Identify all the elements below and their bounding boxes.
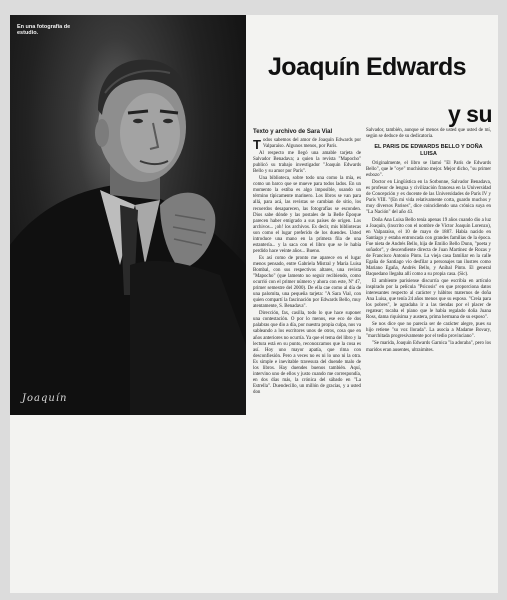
article-paragraph: Dirección, fax, casilla, todo lo que hace suponer una contestación. O por lo menos, ese eco de dos palabras que dio a día, por nuestra propia culpa, nos va sableando a los escritores unos de otros, cosa que en años anteriores no ocurría. Ya que el tema del libro y la lectura está en su punto, reconozcamos que la cosa es así. Hoy uno mayor apatía, que rima con desconfiesión. Pero a veces no es ni lo uno ni la otra. Es simple e inevitable travesura del duende malo de los libros. Hay duendes buenos también. Aquí, intervino uno de ellos y justo cuando me correspondía, en dos días más, la crónica del sábado en "La Estrella". Duendecillo, un millón de gracias, y a usted don [253,311,361,395]
article-paragraph: Doña Ana Luisa Bello tenía apenas 19 años cuando dio a luz a Joaquín, (inscrito con el nombre de Víctor Joaquín Lorenzo), en Valparaíso, el 10 de mayo de 1887. Había nacido en Santiago y estaba entroncada con grandes familias de la época. Fue nieta de Andrés Bello, hija de Emilio Bello Dunn, "poeta y soñador", y descendiente directa de Juan Martínez de Rozas y de Francisco Antonio Pinto. La vieja casa familiar en la calle Egaña de Santiago vio desfilar a personajes tan ilustres como Mariano Egaña, Andrés Bello, y Aníbal Pinto. El general Baquedano llegaba allí como a su propia casa. (Sic). [366,217,491,277]
portrait-photo [10,15,246,415]
article-paragraph: "Se marida, Joaquín Edwards Garnica "la adoraba", pero los maridos eran ausentes, ultraimites. [366,341,491,353]
article-paragraph: Al respecto me llegó una amable tarjeta de Salvador Benadava; a quien la revista "Mapocho" publicó su trabajo investigador "Joaquín Edwards Bello y su amor por París". [253,151,361,175]
article-paragraph: Una biblioteca, sobre todo una como la mía, es como un barco que se mueve para todos lados. En un momento la estiba es algo imposible, usando un término típicamente marinero. Los libros se van para allá, para acá, las revistas se cambian de sitio, los recuerdos desaparecen, las fotografías se esconden. Dios sabe dónde y las postales de la Belle Époque parecen haber emigrado a sus países de origen. Los archivos... ¡oh! los archivos. Es decir, mis bibliotecas son como el lugar preferido de los duendes. Usted introduce una mano en la primera fila de una estantería... y la saca con el libro que se le había perdido hace veinte años... Bueno. [253,176,361,254]
article-paragraph: Salvador, también, aunque sé menos de usted que usted de mí, según se deduce de su dedicatoria. [366,128,491,140]
article-paragraph: Doctor en Lingüística en la Sorbonne, Salvador Benadava, es profesor de lengua y civilización francesa en la Universidad de Concepción y ex docente de las Universidades de París IV y París VIII. "(En mi vida relativamente corta, guardo muchos y muy diversos Parises", dice coincidiendo una crónica suya en "La Nación" del año 43. [366,180,491,216]
article-paragraph: Se nos dice que no parecía ser de carácter alegre, pues su hijo retiene "su voz llorada". La asocia a Madame Bovary, "marchitada progresivamente por el tedio provinciano". [366,322,491,340]
photo-caption: En una fotografía de estudio. [17,24,71,36]
newspaper-clipping [10,15,498,593]
drop-cap: T [253,137,261,152]
portrait-figure [10,15,246,415]
article-subheading: EL PARIS DE EDWARDS BELLO Y DOÑA LUISA [374,144,483,158]
headline-title: Joaquín Edwards [268,53,466,81]
article-paragraph: Originalmente, el libro se llamó "El París de Edwards Bello", que le "oye" muchísimo mejor. Mejor dicho, "su primer esbozo". [366,161,491,179]
article-column-1 [253,128,361,397]
photo-signature: Joaquín [22,393,68,404]
article-paragraph: Es así como de pronto me aparece en el lugar menos pensado, entre Gabriela Mistral y María Luisa Bombal, con sus respectivos altares, una revista "Mapocho" (que lamento no seguir recibiendo, como ocurrió con el primer número y ahora con este, Nº 47, primer semestre del 2000). De ella cae como al día de una palomita, una pequeña tarjeta: "A Sara Vial, con quien compartí la fascinación por Edwards Bello, muy atentamente, S. Benadava". [253,255,361,310]
headline-title-continuation: y su [448,101,493,127]
article-byline: Texto y archivo de Sara Vial [253,129,333,135]
article-paragraph: Todos sabemos del amor de Joaquín Edwards por Valparaíso. Algunos menos, por París. [253,137,361,152]
article-paragraph: El ambiente parisiense discurría que escribía en artículo inspirado por la película "Psicosis" en que proporciona datos interesantes respecto al carácter y hábitos maternos de doña Ana Luisa, que tenía 24 años menos que su esposo. "Creía para los pobres", le agradaba ir a las tiendas por el placer de regatear; tocaba el piano que le había regalado doña Juana Ross, dama riquísima y austera, prima hermana de su esposo". [366,278,491,321]
article-column-2 [366,128,491,355]
